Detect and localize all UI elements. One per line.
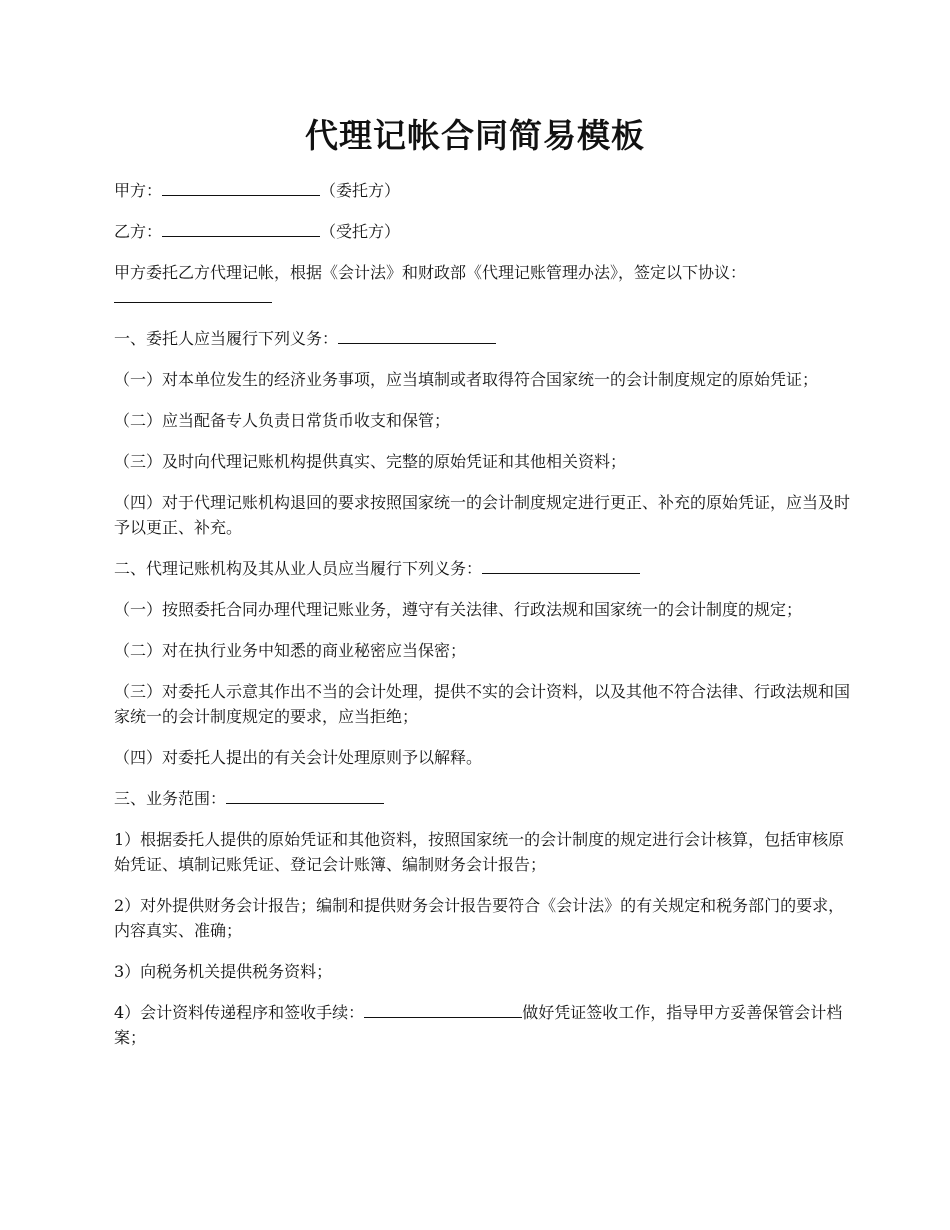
paragraph-text: （四）对委托人提出的有关会计处理原则予以解释。 xyxy=(114,748,483,767)
paragraph-text-after-blank: （受托方） xyxy=(320,222,401,241)
paragraph-section-3-heading xyxy=(114,786,858,811)
paragraph-text: （三）及时向代理记账机构提供真实、完整的原始凭证和其他相关资料； xyxy=(114,452,627,471)
fill-in-blank xyxy=(364,1000,522,1018)
paragraph-text: （四）对于代理记账机构退回的要求按照国家统一的会计制度规定进行更正、补充的原始凭证，应当及时予以更正、补充。 xyxy=(114,493,851,537)
paragraph-text-after-blank: （委托方） xyxy=(320,181,401,200)
paragraph-section-3-item-1 xyxy=(114,827,858,877)
paragraph-text: 甲方： xyxy=(114,181,163,200)
fill-in-blank xyxy=(162,178,320,196)
paragraph-section-2-item-1 xyxy=(114,597,858,622)
paragraph-section-3-item-2 xyxy=(114,893,858,943)
paragraph-section-2-item-2 xyxy=(114,638,858,663)
paragraph-text: 1）根据委托人提供的原始凭证和其他资料，按照国家统一的会计制度的规定进行会计核算，包括审核原始凭证、填制记账凭证、登记会计账簿、编制财务会计报告； xyxy=(114,830,845,874)
paragraph-text: （三）对委托人示意其作出不当的会计处理，提供不实的会计资料，以及其他不符合法律、行政法规和国家统一的会计制度规定的要求，应当拒绝； xyxy=(114,682,851,726)
paragraph-intro xyxy=(114,260,858,310)
paragraph-text: （二）应当配备专人负责日常货币收支和保管； xyxy=(114,411,451,430)
fill-in-blank xyxy=(482,556,640,574)
paragraph-text: 4）会计资料传递程序和签收手续： xyxy=(114,1003,365,1022)
paragraph-text: 3）向税务机关提供税务资料； xyxy=(114,962,333,981)
paragraph-section-2-heading xyxy=(114,556,858,581)
paragraph-text: （一）对本单位发生的经济业务事项，应当填制或者取得符合国家统一的会计制度规定的原始凭证； xyxy=(114,370,819,389)
paragraph-section-1-item-1 xyxy=(114,367,858,392)
paragraph-party-a xyxy=(114,178,858,203)
paragraph-section-2-item-4 xyxy=(114,745,858,770)
paragraph-section-3-item-4 xyxy=(114,1000,858,1050)
paragraph-text: 乙方： xyxy=(114,222,163,241)
paragraph-text: （二）对在执行业务中知悉的商业秘密应当保密； xyxy=(114,641,467,660)
paragraph-text: 一、委托人应当履行下列义务： xyxy=(114,329,339,348)
paragraph-section-2-item-3 xyxy=(114,679,858,729)
paragraph-section-1-item-4 xyxy=(114,490,858,540)
paragraph-party-b xyxy=(114,219,858,244)
paragraph-section-1-item-3 xyxy=(114,449,858,474)
paragraph-text: 三、业务范围： xyxy=(114,789,227,808)
fill-in-blank xyxy=(338,326,496,344)
paragraph-text-after-blank: 做好凭证签收工作，指导甲方妥善保管会计档案； xyxy=(114,1003,843,1047)
paragraph-text: 2）对外提供财务会计报告；编制和提供财务会计报告要符合《会计法》的有关规定和税务部门的要求，内容真实、准确； xyxy=(114,896,845,940)
paragraph-section-3-item-3 xyxy=(114,959,858,984)
fill-in-blank xyxy=(226,786,384,804)
paragraph-text: （一）按照委托合同办理代理记账业务，遵守有关法律、行政法规和国家统一的会计制度的规定； xyxy=(114,600,803,619)
paragraph-section-1-heading xyxy=(114,326,858,351)
fill-in-blank xyxy=(162,219,320,237)
paragraph-section-1-item-2 xyxy=(114,408,858,433)
paragraph-text: 二、代理记账机构及其从业人员应当履行下列义务： xyxy=(114,559,483,578)
document-body xyxy=(114,178,858,1066)
paragraph-text: 甲方委托乙方代理记帐，根据《会计法》和财政部《代理记账管理办法》，签定以下协议： xyxy=(114,263,747,282)
document-title: 代理记帐合同简易模板 xyxy=(305,116,645,155)
fill-in-blank xyxy=(114,285,272,303)
